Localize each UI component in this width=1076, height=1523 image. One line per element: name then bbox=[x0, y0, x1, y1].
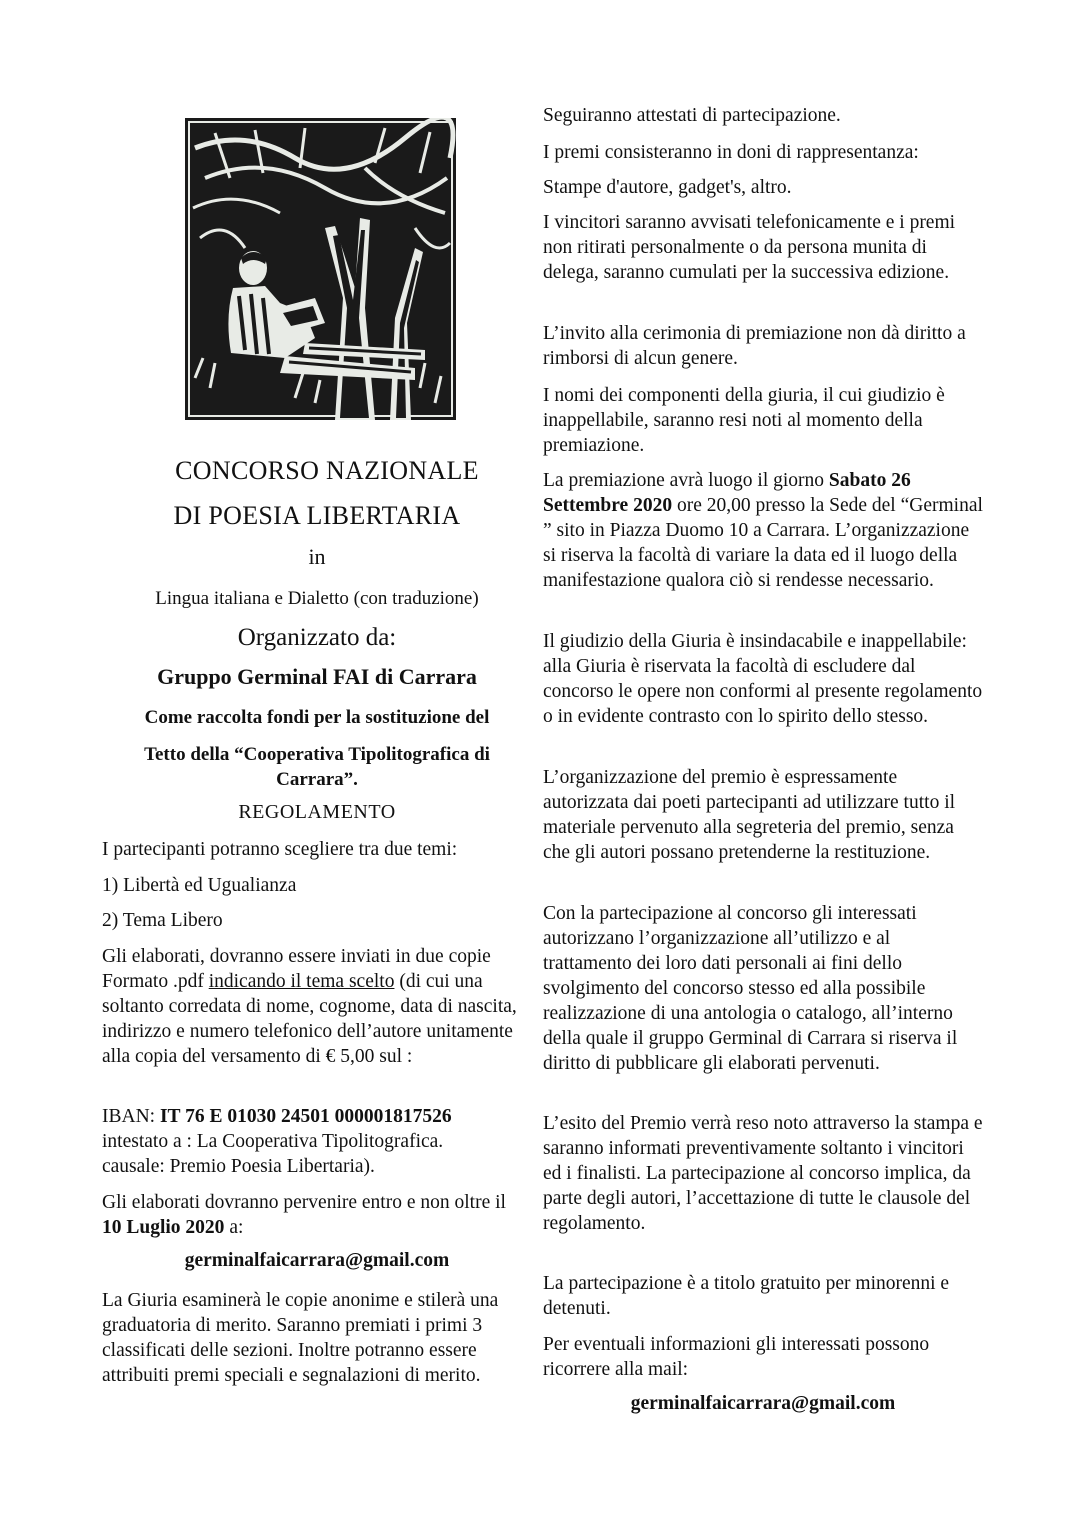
theme-2: 2) Tema Libero bbox=[102, 910, 223, 931]
fundraising-line-1: Come raccolta fondi per la sostituzione del bbox=[144, 707, 490, 728]
theme-1: 1) Libertà ed Ugualianza bbox=[102, 875, 297, 896]
certificates-paragraph: Seguiranno attestati di partecipazione. bbox=[543, 105, 841, 126]
woodcut-illustration bbox=[185, 118, 456, 420]
iban-number: IT 76 E 01030 24501 000001817526 bbox=[159, 1106, 452, 1127]
organizer-name: Gruppo Germinal FAI di Carrara bbox=[157, 664, 477, 689]
free-participation-paragraph: La partecipazione è a titolo gratuito per minorenni e detenuti. bbox=[543, 1273, 950, 1319]
deadline-date: 10 Luglio 2020 bbox=[102, 1217, 225, 1238]
ceremony-date: Sabato 26 Settembre 2020 bbox=[543, 470, 911, 516]
submission-instructions: Gli elaborati, dovranno essere inviati in due copie Formato .pdf indicando il tema scelto (di cui una soltanto corredata di nome, cognome, data di nascita, indirizzo e numero telefonico dell’autore unitamente alla copia del versamento di € 5,00 sul : bbox=[102, 946, 517, 1067]
ceremony-invite-paragraph: L’invito alla cerimonia di premiazione non dà diritto a rimborsi di alcun genere. bbox=[543, 323, 966, 369]
award-ceremony-paragraph: La premiazione avrà luogo il giorno Sabato 26 Settembre 2020 ore 20,00 presso la Sede del “Germinal ” sito in Piazza Duomo 10 a Carrara. L’organizzazione si riserva la facoltà di variare la data ed il luogo della manifestazione qualora ciò si rendesse necessario. bbox=[543, 470, 983, 591]
info-paragraph: Per eventuali informazioni gli interessati possono ricorrere alla mail: bbox=[543, 1334, 930, 1380]
privacy-paragraph: Con la partecipazione al concorso gli interessati autorizzano l’organizzazione all’utilizzo e al trattamento dei loro dati personali ai fini dello svolgimento del concorso stesso ed alla possibile realizzazione di una antologia o catalogo, all’interno della quale il gruppo Germinal di Carrara si riserva il diritto di pubblicare gli elaborati pervenuti. bbox=[543, 903, 958, 1074]
iban-block: IBAN: IT 76 E 01030 24501 000001817526 intestato a : La Cooperativa Tipolitografica. causale: Premio Poesia Libertaria). bbox=[102, 1106, 452, 1177]
in-word: in bbox=[308, 544, 326, 569]
prizes-paragraph: I premi consisteranno in doni di rappresentanza: bbox=[543, 142, 919, 163]
language-line: Lingua italiana e Dialetto (con traduzione) bbox=[155, 588, 479, 609]
reader-under-trees-image bbox=[185, 118, 456, 420]
jury-decision-paragraph: Il giudizio della Giuria è insindacabile e inappellabile: alla Giuria è riservata la facoltà di escludere dal concorso le opere non conformi al presente regolamento o in evidente contrasto con lo spirito dello stesso. bbox=[543, 631, 983, 727]
prize-types-paragraph: Stampe d'autore, gadget's, altro. bbox=[543, 177, 792, 198]
theme-underlined: indicando il tema scelto bbox=[208, 971, 395, 992]
deadline-paragraph: Gli elaborati dovranno pervenire entro e non oltre il 10 Luglio 2020 a: bbox=[102, 1192, 506, 1238]
rules-heading: REGOLAMENTO bbox=[238, 801, 396, 823]
themes-intro: I partecipanti potranno scegliere tra due temi: bbox=[102, 839, 458, 860]
jury-paragraph: La Giuria esaminerà le copie anonime e stilerà una graduatoria di merito. Saranno premiati i primi 3 classificati delle sezioni. Inoltre potranno essere attribuiti premi speciali e segnalazioni di merito. bbox=[102, 1290, 499, 1386]
material-rights-paragraph: L’organizzazione del premio è espressamente autorizzata dai poeti partecipanti ad utilizzare tutto il materiale pervenuto alla segreteria del premio, senza che gli autori possano pretenderne la restituzione. bbox=[543, 767, 956, 863]
results-paragraph: L’esito del Premio verrà reso noto attraverso la stampa e saranno informati preventivamente soltanto i vincitori ed i finalisti. La partecipazione al concorso implica, da parte degli autori, l’accettazione di tutte le clausole del regolamento. bbox=[543, 1113, 983, 1234]
payment-reason: causale: Premio Poesia Libertaria). bbox=[102, 1156, 375, 1177]
title-line-2: DI POESIA LIBERTARIA bbox=[173, 501, 461, 530]
title-line-1: CONCORSO NAZIONALE bbox=[175, 456, 479, 485]
contact-email-right[interactable]: germinalfaicarrara@gmail.com bbox=[630, 1393, 896, 1414]
jury-members-paragraph: I nomi dei componenti della giuria, il cui giudizio è inappellabile, saranno resi noti al momento della premiazione. bbox=[543, 385, 945, 456]
fundraising-line-2: Tetto della “Cooperativa Tipolitografica di Carrara”. bbox=[144, 744, 490, 790]
organized-by-label: Organizzato da: bbox=[237, 624, 397, 651]
account-holder: intestato a : La Cooperativa Tipolitografica. bbox=[102, 1131, 444, 1152]
winners-notice-paragraph: I vincitori saranno avvisati telefonicamente e i premi non ritirati personalmente o da persona munita di delega, saranno cumulati per la successiva edizione. bbox=[543, 212, 956, 283]
contact-email-left[interactable]: germinalfaicarrara@gmail.com bbox=[184, 1250, 450, 1271]
